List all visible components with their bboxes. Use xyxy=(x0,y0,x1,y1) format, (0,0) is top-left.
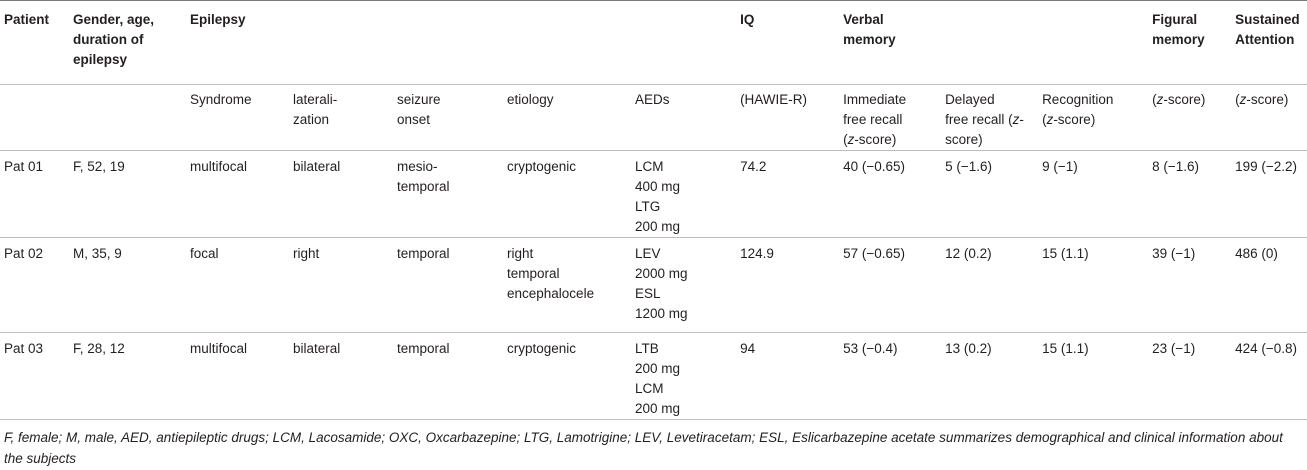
subheader-syndrome: Syndrome xyxy=(190,85,293,151)
subheader-figural-z-score: (z-score) xyxy=(1152,85,1235,151)
cell-seizure-onset: temporal xyxy=(397,333,507,420)
col-header-epilepsy: Epilepsy xyxy=(190,1,740,85)
cell-syndrome: focal xyxy=(190,238,293,333)
cell-gender-age-duration: M, 35, 9 xyxy=(73,238,190,333)
subheader-etiology: etiology xyxy=(507,85,635,151)
cell-recognition: 9 (−1) xyxy=(1042,151,1152,238)
cell-figural: 39 (−1) xyxy=(1152,238,1235,333)
cell-etiology: right temporal encephalocele xyxy=(507,238,635,333)
cell-etiology: cryptogenic xyxy=(507,151,635,238)
cell-recognition: 15 (1.1) xyxy=(1042,333,1152,420)
cell-patient: Pat 03 xyxy=(0,333,73,420)
subheader-recognition: Recognition (z-score) xyxy=(1042,85,1152,151)
subheader-empty xyxy=(73,85,190,151)
cell-iq: 124.9 xyxy=(740,238,843,333)
subheader-aeds: AEDs xyxy=(635,85,740,151)
cell-figural: 8 (−1.6) xyxy=(1152,151,1235,238)
subheader-row xyxy=(0,85,1307,151)
cell-seizure-onset: mesio- temporal xyxy=(397,151,507,238)
cell-delayed: 12 (0.2) xyxy=(945,238,1042,333)
cell-recognition: 15 (1.1) xyxy=(1042,238,1152,333)
cell-patient: Pat 01 xyxy=(0,151,73,238)
cell-patient: Pat 02 xyxy=(0,238,73,333)
subheader-delayed-free-recall: Delayed free recall (z-score) xyxy=(945,85,1042,151)
cell-gender-age-duration: F, 52, 19 xyxy=(73,151,190,238)
cell-attention: 486 (0) xyxy=(1235,238,1307,333)
cell-immediate: 40 (−0.65) xyxy=(843,151,945,238)
cell-etiology: cryptogenic xyxy=(507,333,635,420)
cell-gender-age-duration: F, 28, 12 xyxy=(73,333,190,420)
col-header-patient: Patient xyxy=(0,1,73,85)
cell-immediate: 57 (−0.65) xyxy=(843,238,945,333)
cell-syndrome: multifocal xyxy=(190,333,293,420)
subheader-attention-z-score: (z-score) xyxy=(1235,85,1307,151)
cell-aeds: LTB 200 mg LCM 200 mg xyxy=(635,333,740,420)
header-row xyxy=(0,1,1307,85)
subheader-immediate-free-recall: Immediate free recall (z-score) xyxy=(843,85,945,151)
table-row xyxy=(0,151,1307,238)
cell-delayed: 13 (0.2) xyxy=(945,333,1042,420)
table-row xyxy=(0,238,1307,333)
col-header-iq: IQ xyxy=(740,1,843,85)
subheader-lateralization: laterali- zation xyxy=(293,85,397,151)
table-row xyxy=(0,333,1307,420)
table-footnote: F, female; M, male, AED, antiepileptic drugs; LCM, Lacosamide; OXC, Oxcarbazepine; LTG, Lamotrigine; LEV, Levetiracetam; ESL, Eslicarbazepine acetate summarizes demographical and clinical information about the subjects xyxy=(4,430,1283,466)
cell-syndrome: multifocal xyxy=(190,151,293,238)
col-header-gender-age-duration: Gender, age, duration of epilepsy xyxy=(73,1,190,85)
subheader-empty xyxy=(0,85,73,151)
cell-seizure-onset: temporal xyxy=(397,238,507,333)
col-header-verbal-memory: Verbal memory xyxy=(843,1,1152,85)
cell-aeds: LCM 400 mg LTG 200 mg xyxy=(635,151,740,238)
subheader-iq-scale: (HAWIE-R) xyxy=(740,85,843,151)
cell-lateralization: bilateral xyxy=(293,333,397,420)
cell-iq: 74.2 xyxy=(740,151,843,238)
col-header-figural-memory: Figural memory xyxy=(1152,1,1235,85)
cell-lateralization: right xyxy=(293,238,397,333)
cell-aeds: LEV 2000 mg ESL 1200 mg xyxy=(635,238,740,333)
cell-figural: 23 (−1) xyxy=(1152,333,1235,420)
col-header-sustained-attention: Sustained Attention xyxy=(1235,1,1307,85)
cell-immediate: 53 (−0.4) xyxy=(843,333,945,420)
cell-attention: 424 (−0.8) xyxy=(1235,333,1307,420)
cell-iq: 94 xyxy=(740,333,843,420)
cell-attention: 199 (−2.2) xyxy=(1235,151,1307,238)
cell-lateralization: bilateral xyxy=(293,151,397,238)
cell-delayed: 5 (−1.6) xyxy=(945,151,1042,238)
subheader-seizure-onset: seizure onset xyxy=(397,85,507,151)
